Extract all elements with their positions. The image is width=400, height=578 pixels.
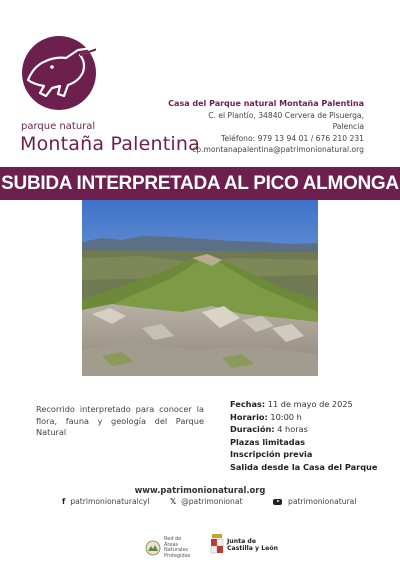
contact-phone: Teléfono: 979 13 94 01 / 676 210 231 [221,133,364,143]
contact-address-1: C. el Plantío, 34840 Cervera de Pisuerga, [208,110,364,120]
social-facebook[interactable] [62,497,150,506]
title-banner [0,167,400,200]
event-description: Recorrido interpretado para conocer la flora, fauna y geología del Parque Natural [36,404,204,437]
x-handle: @patrimonionat [181,497,243,506]
facebook-handle: patrimonionaturalcyl [70,497,150,506]
facebook-icon: f [62,497,66,506]
junta-castilla-leon-logo: Junta de Castilla y León [210,534,278,556]
protected-areas-icon [145,540,161,556]
logo-subtitle: parque natural [21,121,96,132]
protected-areas-logo: Red de Áreas Naturales Protegidas [145,537,190,559]
youtube-handle: patrimonionatural [288,497,357,506]
contact-title: Casa del Parque natural Montaña Palentina [168,99,364,108]
detail-registration: Inscripción previa [230,449,313,460]
contact-address-2: Palencia [332,122,364,132]
youtube-icon [273,499,282,505]
detail-limited-places: Plazas limitadas [230,436,305,447]
mountain-photo [82,200,318,376]
event-title: SUBIDA INTERPRETADA AL PICO ALMONGA [1,173,399,194]
detail-time: Horario: 10:00 h [230,411,302,422]
x-icon: 𝕏 [170,497,177,506]
social-x[interactable] [170,497,242,506]
montana-palentina-logo-icon [22,36,96,110]
detail-dates: Fechas: 11 de mayo de 2025 [230,399,353,409]
event-details [230,398,380,474]
website-link[interactable]: www.patrimonionatural.org [134,485,266,495]
detail-duration: Duración: 4 horas [230,424,308,435]
contact-email[interactable]: cp.montanapalentina@patrimonionatural.org [192,145,364,155]
social-youtube[interactable] [273,497,356,506]
contact-block [164,98,364,156]
coat-of-arms-icon [210,534,224,556]
detail-departure: Salida desde la Casa del Parque [230,461,378,472]
logo-title: Montaña Palentina [20,133,200,155]
